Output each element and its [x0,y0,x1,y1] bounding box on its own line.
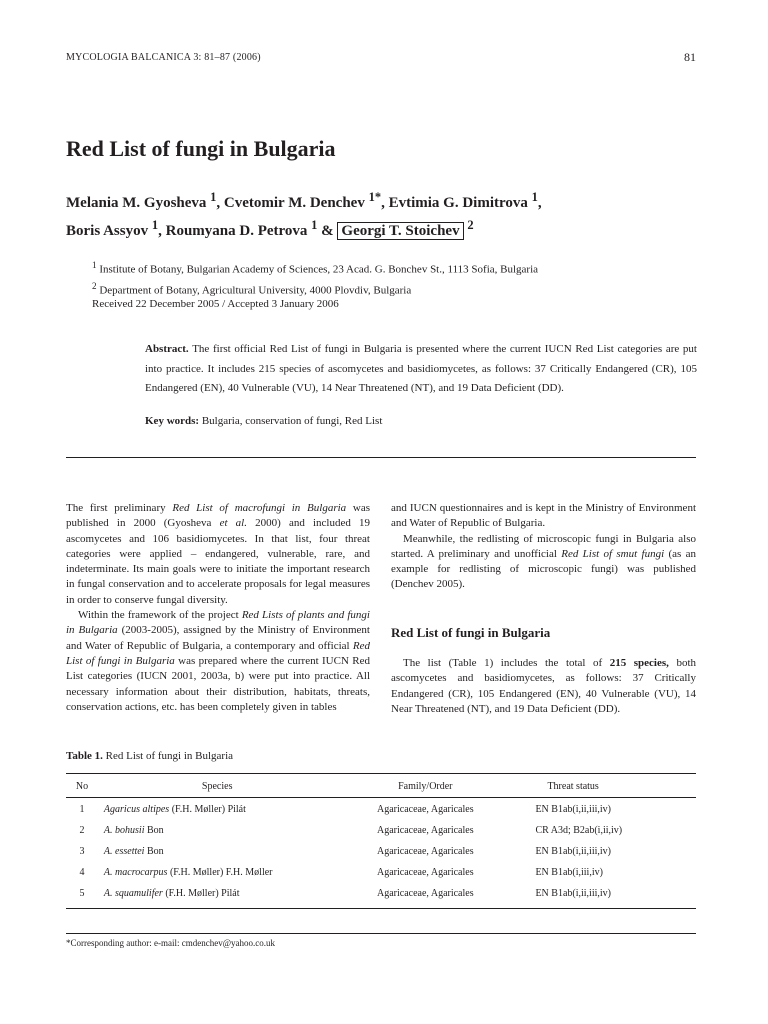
table-caption-text: Red List of fungi in Bulgaria [105,750,234,762]
table-top-rule [66,773,696,774]
right-column-bottom [391,656,696,717]
author-name: Cvetomir M. Denchev [223,195,365,211]
species-name: A. bohusii [103,825,145,836]
author-affil-mark: 2 [467,218,474,232]
right-column-top [391,501,696,593]
italic-run: Red List of smut fungi [561,547,665,560]
affiliation-text: Institute of Botany, Bulgarian Academy of Sciences, 23 Acad. G. Bonchev St., 1113 Sofia, Bulgaria [99,263,539,276]
text-run: (as an example for redlisting of microscopic fungi) was published (Denchev 2005). [391,547,697,591]
keywords [145,415,382,427]
cell-threat: EN B1ab(i,iii,iv) [535,867,603,878]
text-run: The first preliminary [66,502,173,514]
bold-run: 215 species, [609,657,669,669]
cell-no: 4 [79,867,85,878]
footnote-rule [66,933,696,934]
table-row [66,820,696,841]
abstract-text: The first official Red List of fungi in Bulgaria is presented where the current IUCN Red List categories are put into practice. It includes 215 species of ascomycetes and basidiomycetes, as follows: 37 Critically Endangered (CR), 105 Endangered (EN), 40 Vulnerable (VU), 14 Near Threatened (NT), and 19 Data Deficient (DD). [145,343,697,394]
species-authority: (F.H. Møller) Pilát [165,888,240,899]
italic-run: Red Lists of plants and fungi in Bulgaria [66,609,370,637]
affiliation-number: 2 [92,280,97,291]
page-number: 81 [684,50,696,64]
author-affil-mark: 1* [368,190,382,204]
cell-family: Agaricaceae, Agaricales [377,825,474,836]
author-name: Evtimia G. Dimitrova [388,195,528,211]
table-row [66,841,696,862]
cell-species [98,862,363,883]
keywords-text: Bulgaria, conservation of fungi, Red List [201,415,383,427]
cell-family: Agaricaceae, Agaricales [377,888,474,899]
species-authority: Bon [146,846,164,857]
affiliation-text: Department of Botany, Agricultural University, 4000 Plovdiv, Bulgaria [99,284,412,297]
text-run: 2000) and included 19 ascomycetes and 106 basidiomycetes. In that list, four threat categories were applied – endangered, vulnerable, rare, and indeterminate. Its main goals were to initiate the important research in fungal conservation and to accelerate proposals for legal measures in order to conserve fungal diversity. [66,517,370,606]
text-run: both ascomycetes and basidiomycetes, as follows: 37 Critically Endangered (CR), 105 Endangered (EN), 40 Vulnerable (VU), 14 Near Threatened (NT), and 19 Data Deficient (DD). [391,657,696,715]
paragraph [391,656,696,717]
cell-species [98,799,363,820]
cell-no: 3 [79,846,85,857]
author-name: Roumyana D. Petrova [165,223,308,239]
author-separator: & [317,223,338,239]
col-header-no: No [75,780,89,792]
text-run: The list (Table 1) includes the total of [403,657,610,669]
species-authority: (F.H. Møller) F.H. Møller [169,867,273,878]
text-run: was prepared where the current IUCN Red List categories (IUCN 2001, 2003a, b) were put into practice. All necessary information about their distribution, habitats, threats, conservation actions, etc. has been completely given in tables [66,654,370,713]
cell-threat: EN B1ab(i,ii,iii,iv) [535,888,611,899]
species-name: Agaricus altipes [103,804,170,815]
author-name: Boris Assyov [66,223,149,239]
italic-run: et al. [219,517,247,530]
table-bottom-rule [66,908,696,909]
text-run: (2003-2005), assigned by the Ministry of Environment and Water of Republic of Bulgaria, a contemporary and official [66,624,370,652]
cell-family: Agaricaceae, Agaricales [377,867,474,878]
species-authority: (F.H. Møller) Pilát [171,804,246,815]
header-divider [66,457,696,458]
author-separator: , [381,195,389,211]
cell-family: Agaricaceae, Agaricales [377,846,474,857]
cell-species [98,841,363,862]
left-column [66,501,370,715]
affiliation-1 [92,257,538,278]
table-row [66,862,696,883]
author-affil-mark: 1 [151,218,159,232]
table-row [66,883,696,904]
cell-family: Agaricaceae, Agaricales [377,804,474,815]
table-caption [66,750,233,762]
received-dates: Received 22 December 2005 / Accepted 3 January 2006 [92,298,339,310]
cell-threat: EN B1ab(i,ii,iii,iv) [535,846,611,857]
species-authority: Bon [146,825,164,836]
species-name: A. essettei [103,846,145,857]
cell-no: 2 [79,825,85,836]
red-list-table [66,777,696,904]
text-run: Within the framework of the project [78,609,242,622]
paragraph [66,608,370,715]
abstract [145,340,697,399]
affiliation-2 [92,278,538,299]
cell-no: 5 [79,888,85,899]
table-row [66,799,696,820]
author-separator: , [158,223,166,239]
cell-no: 1 [79,804,85,815]
author-separator: , [216,195,224,211]
col-header-threat: Threat status [547,780,599,792]
paragraph [66,501,370,608]
italic-run: Red List of fungi in Bulgaria [66,639,370,667]
keywords-label: Key words: [145,415,200,427]
text-run: Meanwhile, the redlisting of microscopic fungi in Bulgaria also started. A preliminary and unofficial [391,532,696,560]
cell-species [98,883,363,904]
author-affil-mark: 1 [531,190,538,204]
table-header-row [66,777,696,795]
table-caption-label: Table 1. [66,750,103,762]
cell-threat: CR A3d; B2ab(i,ii,iv) [535,825,623,836]
author-name: Melania M. Gyosheva [66,195,207,211]
abstract-label: Abstract. [145,343,189,355]
paragraph: and IUCN questionnaires and is kept in the Ministry of Environment and Water of Republic of Bulgaria. [391,502,696,530]
author-list [66,186,706,242]
text-run: was published in 2000 (Gyosheva [66,502,370,530]
author-affil-mark: 1 [210,190,217,204]
col-header-family: Family/Order [398,780,453,792]
cell-threat: EN B1ab(i,ii,iii,iv) [535,804,611,815]
paragraph [391,532,696,593]
article-title: Red List of fungi in Bulgaria [66,136,336,161]
footnote: *Corresponding author: e-mail: cmdenchev@yahoo.co.uk [66,938,275,948]
species-name: A. macrocarpus [103,867,168,878]
affiliations [92,257,538,298]
cell-species [98,820,363,841]
running-head: MYCOLOGIA BALCANICA 3: 81–87 (2006) [66,52,261,63]
affiliation-number: 1 [92,260,97,270]
author-separator: , [537,195,542,211]
species-name: A. squamulifer [103,888,163,899]
italic-run: Red List of macrofungi in Bulgaria [172,502,347,514]
author-affil-mark: 1 [311,218,318,232]
section-heading: Red List of fungi in Bulgaria [391,625,551,640]
author-name-boxed: Georgi T. Stoichev [337,222,463,240]
col-header-species: Species [201,780,233,792]
